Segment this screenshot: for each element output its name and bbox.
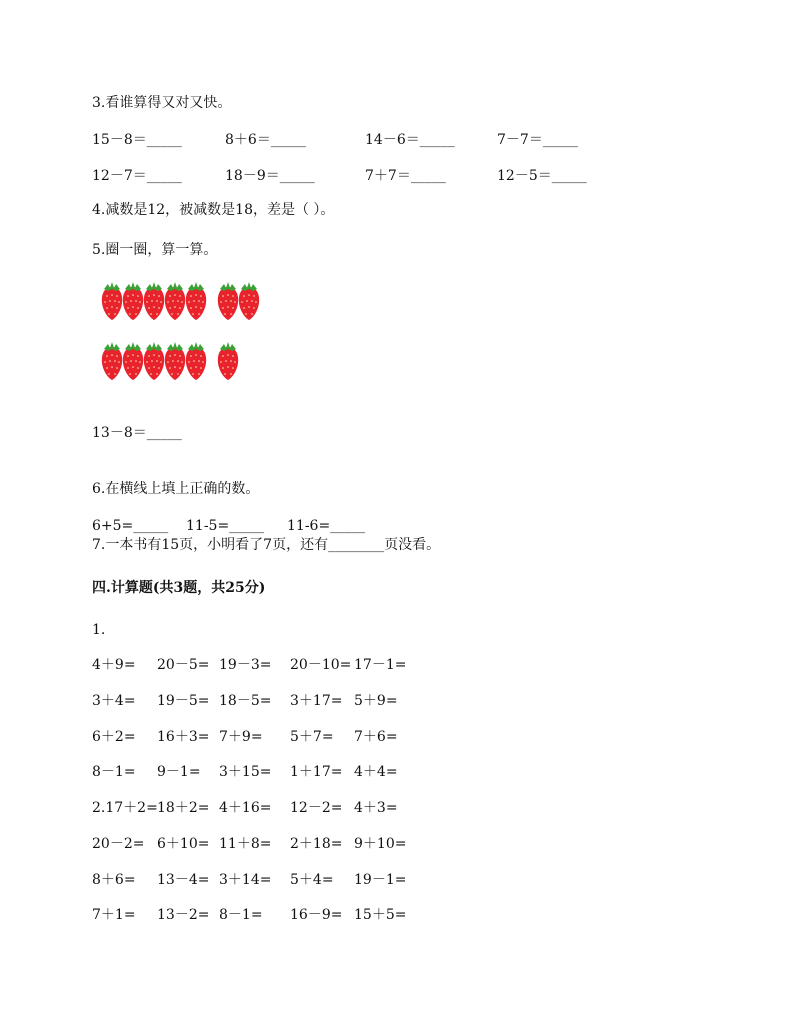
q3-title: 3.看谁算得又对又快。 — [92, 95, 232, 111]
calc-item: 3＋4= — [92, 693, 136, 709]
q6-title: 6.在横线上填上正确的数。 — [92, 481, 260, 497]
calc-item: 2.17＋2= — [92, 800, 158, 816]
calc-item: 4＋3= — [354, 800, 398, 816]
strawberry-icon — [184, 341, 208, 381]
calc-item: 19－5= — [157, 693, 210, 709]
q3-item: 12－5＝_____ — [497, 168, 587, 184]
calc-item: 9－1= — [157, 764, 201, 780]
calc-item: 6＋10= — [157, 836, 210, 852]
calc-item: 19－1= — [354, 872, 407, 888]
calc-item: 4＋4= — [354, 764, 398, 780]
calc-item: 16＋3= — [157, 729, 210, 745]
calc-item: 3＋17= — [290, 693, 343, 709]
q3-item: 12－7＝_____ — [92, 168, 182, 184]
q4-text: 4.减数是12，被减数是18，差是（ ）。 — [92, 202, 335, 218]
strawberry-row-1 — [100, 281, 280, 325]
calc-item: 5＋9= — [354, 693, 398, 709]
q3-item: 7＋7＝_____ — [365, 168, 446, 184]
q6-item: 11-6=_____ — [287, 518, 366, 534]
calc-item: 12－2= — [290, 800, 343, 816]
calc-item: 16－9= — [290, 907, 343, 923]
calc-item: 7＋6= — [354, 729, 398, 745]
q3-item: 14－6＝_____ — [365, 132, 455, 148]
calc-item: 8＋6= — [92, 872, 136, 888]
calc-item: 3＋14= — [219, 872, 272, 888]
q5-equation: 13－8＝_____ — [92, 425, 182, 441]
calc-item: 5＋4= — [290, 872, 334, 888]
calc-item: 13－4= — [157, 872, 210, 888]
q6-item: 6+5=_____ — [92, 518, 169, 534]
calc-item: 4＋16= — [219, 800, 272, 816]
section-4-heading: 四.计算题(共3题，共25分) — [92, 580, 266, 596]
strawberry-icon — [184, 281, 208, 321]
calc-item: 19－3= — [219, 657, 272, 673]
q6-item: 11-5=_____ — [186, 518, 265, 534]
q3-item: 7－7＝_____ — [497, 132, 578, 148]
calc-item: 7＋1= — [92, 907, 136, 923]
q3-item: 8＋6＝_____ — [225, 132, 306, 148]
calc-item: 6＋2= — [92, 729, 136, 745]
strawberry-row-2 — [100, 341, 280, 385]
calc-item: 5＋7= — [290, 729, 334, 745]
strawberry-icon — [216, 341, 240, 381]
calc-item: 2＋18= — [290, 836, 343, 852]
calc-item: 17－1= — [354, 657, 407, 673]
calc-item: 1＋17= — [290, 764, 343, 780]
calc-item: 13－2= — [157, 907, 210, 923]
calc-item: 9＋10= — [354, 836, 407, 852]
q3-item: 18－9＝_____ — [225, 168, 315, 184]
strawberry-icon — [237, 281, 261, 321]
calc-item: 15＋5= — [354, 907, 407, 923]
calc-item: 18＋2= — [157, 800, 210, 816]
q5-title: 5.圈一圈，算一算。 — [92, 242, 218, 258]
calc-item: 4＋9= — [92, 657, 136, 673]
calc-item: 8－1= — [92, 764, 136, 780]
calc-item: 7＋9= — [219, 729, 263, 745]
calc-item: 20－10= — [290, 657, 352, 673]
q3-item: 15－8＝_____ — [92, 132, 182, 148]
calc-item: 3＋15= — [219, 764, 272, 780]
calc-item: 20－5= — [157, 657, 210, 673]
calc-item: 11＋8= — [219, 836, 272, 852]
calc-item: 18－5= — [219, 693, 272, 709]
calc-item: 8－1= — [219, 907, 263, 923]
calc-item: 20－2= — [92, 836, 145, 852]
q7-text: 7.一本书有15页，小明看了7页，还有________页没看。 — [92, 537, 441, 553]
section-4-q1-label: 1. — [92, 622, 106, 638]
